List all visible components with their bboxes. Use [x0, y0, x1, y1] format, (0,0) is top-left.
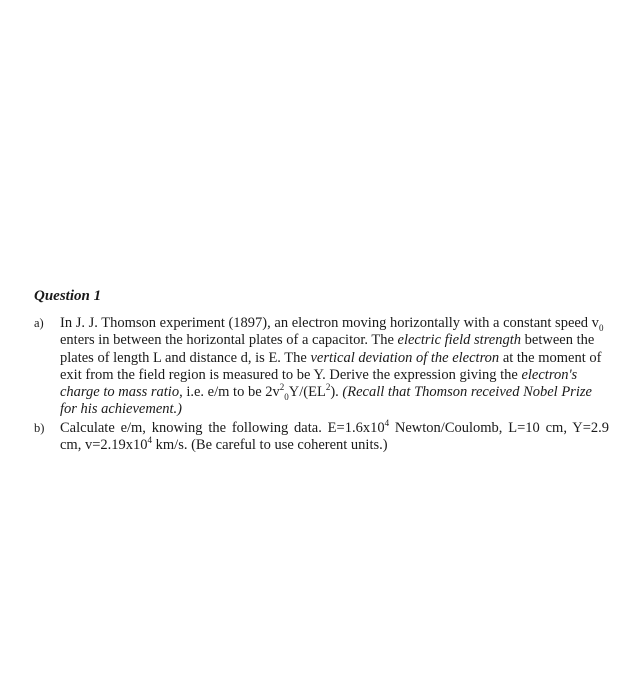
- document-body: [34, 288, 609, 455]
- text-segment: at the moment of exit from the field region is measured to be Y. Derive the expression giving the: [60, 349, 602, 383]
- text-segment: Y/(EL: [288, 384, 326, 401]
- text-segment: 4: [384, 417, 390, 428]
- text-segment: Calculate e/m, knowing the following data. E=1.6x10: [60, 419, 385, 436]
- text-segment: 2v: [265, 384, 280, 401]
- text-segment: Newton/Coulomb, L=10 cm, Y=2.9 cm, v=2.19x10: [60, 419, 610, 454]
- part-a-marker: a): [34, 316, 44, 330]
- part-a-text: [60, 315, 609, 419]
- text-segment: electric field strength: [397, 332, 522, 349]
- text-segment: km/s. (Be careful to use coherent units.): [152, 437, 388, 454]
- text-segment: In J. J. Thomson experiment (1897), an electron moving horizontally with a constant speed v: [60, 315, 599, 331]
- text-segment: enters in between the horizontal plates of a capacitor. The: [60, 332, 398, 349]
- part-b-text: [60, 417, 610, 455]
- text-segment: 2: [325, 382, 331, 393]
- question-parts-list: [34, 315, 609, 454]
- question-title: Question 1: [34, 288, 102, 304]
- part-b-marker: b): [34, 420, 45, 435]
- text-segment: vertical deviation of the electron: [310, 349, 500, 366]
- text-segment: between the plates of length L and distance d, is E. The: [60, 332, 595, 366]
- text-segment: 0: [598, 322, 604, 333]
- text-segment: 4: [147, 435, 153, 446]
- question-part-a: [34, 315, 609, 419]
- text-segment: (Recall that Thomson received Nobel Prize for his achievement.): [60, 384, 592, 418]
- text-segment: , i.e. e/m to be: [179, 384, 266, 401]
- question-part-b: [34, 417, 610, 455]
- text-segment: electron's charge to mass ratio: [60, 366, 578, 401]
- text-segment: 0: [284, 392, 289, 403]
- text-segment: ).: [330, 384, 339, 401]
- text-segment: 2: [279, 382, 285, 393]
